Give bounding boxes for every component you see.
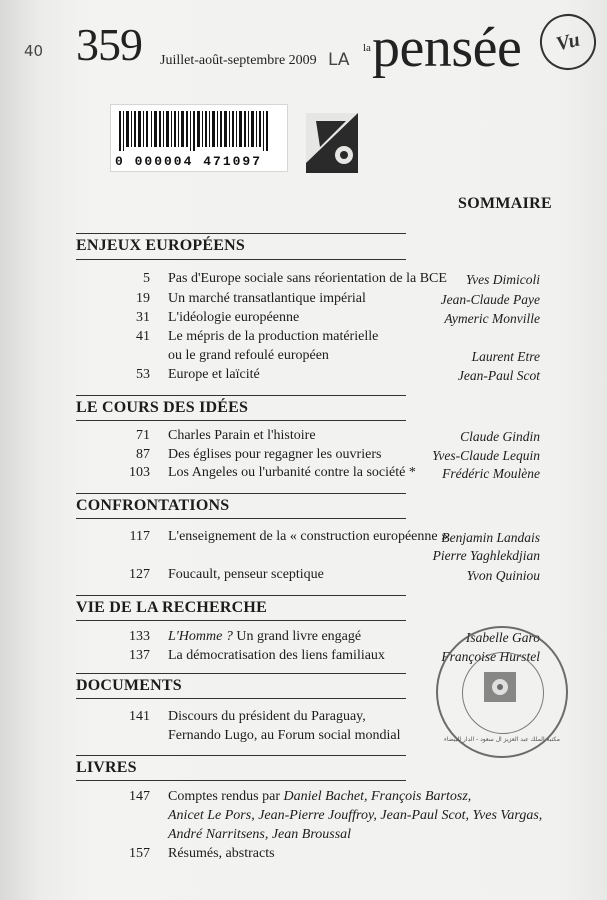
- entry-author: Frédéric Moulène: [442, 466, 540, 481]
- section-title: LIVRES: [76, 759, 137, 776]
- sommaire-heading: SOMMAIRE: [458, 195, 552, 212]
- library-stamp-text: مكتبة الملك عبد العزيز آل سعود - الدار البيضاء: [444, 736, 560, 743]
- entry-title: Discours du président du Paraguay,: [168, 709, 366, 724]
- library-stamp: [436, 626, 568, 758]
- entry-author: Jean-Paul Scot: [457, 368, 540, 383]
- vu-stamp: Vu: [534, 8, 602, 76]
- entry-title: L'idéologie européenne: [168, 310, 300, 325]
- barcode-number: 0 000004 471097: [115, 154, 263, 169]
- entry-page: 71: [136, 428, 150, 443]
- entry-title-cont: André Narritsens, Jean Broussal: [168, 827, 352, 842]
- issue-number: 359: [76, 19, 142, 70]
- entry-title: Le mépris de la production matérielle: [168, 329, 379, 344]
- publisher-logo: [306, 113, 358, 178]
- section-title: CONFRONTATIONS: [76, 497, 230, 514]
- entry-title: Un marché transatlantique impérial: [168, 291, 366, 306]
- entry-page: 41: [136, 329, 150, 344]
- entry-title-italic: L'Homme ?: [168, 629, 233, 644]
- handwritten-note: 40: [24, 42, 44, 60]
- handwritten-la: LA: [328, 50, 350, 70]
- entry-author: Laurent Etre: [471, 349, 540, 364]
- entry-page: 133: [129, 629, 150, 644]
- entry-title: Los Angeles ou l'urbanité contre la société *: [168, 465, 416, 480]
- entry-title: Foucault, penseur sceptique: [168, 567, 324, 582]
- entry-title: Pas d'Europe sociale sans réorientation de la BCE: [168, 271, 447, 286]
- section-rule: [76, 420, 406, 421]
- section-rule: [76, 493, 406, 494]
- entry-page: 117: [129, 529, 150, 544]
- entry-author: Françoise Hurstel: [441, 649, 540, 664]
- section-rule: [76, 518, 406, 519]
- entry-author: Isabelle Garo: [465, 630, 540, 645]
- section-rule: [76, 620, 406, 621]
- entry-title: [168, 629, 361, 645]
- entry-page: 31: [136, 310, 150, 325]
- section-rule: [76, 259, 406, 260]
- entry-title-cont: Anicet Le Pors, Jean-Pierre Jouffroy, Jean-Paul Scot, Yves Vargas,: [168, 808, 543, 823]
- entry-author: Aymeric Monville: [444, 311, 540, 326]
- entry-title-rest: Comptes rendus par: [168, 789, 284, 804]
- library-stamp-emblem: [436, 626, 564, 754]
- entry-page: 5: [143, 271, 150, 286]
- entry-title: Charles Parain et l'histoire: [168, 428, 316, 443]
- section-rule: [76, 595, 406, 596]
- entry-title-cont: ou le grand refoulé européen: [168, 348, 329, 363]
- section-rule: [76, 233, 406, 234]
- entry-title: L'enseignement de la « construction européenne »: [168, 529, 449, 544]
- entry-title-italic: Daniel Bachet, François Bartosz,: [283, 789, 472, 804]
- entry-title: Des églises pour regagner les ouvriers: [168, 447, 382, 462]
- section-rule: [76, 395, 406, 396]
- section-rule: [76, 673, 406, 674]
- entry-page: 157: [129, 846, 150, 861]
- entry-title: La démocratisation des liens familiaux: [168, 648, 385, 663]
- entry-page: 87: [136, 447, 150, 462]
- journal-title: pensée: [372, 17, 522, 79]
- section-title: VIE DE LA RECHERCHE: [76, 599, 267, 616]
- entry-author: Claude Gindin: [460, 429, 540, 444]
- entry-page: 19: [136, 291, 150, 306]
- issue-date: Juillet-août-septembre 2009: [160, 53, 317, 68]
- journal-article-la: la: [363, 42, 371, 54]
- entry-title: Résumés, abstracts: [168, 846, 275, 861]
- section-rule: [76, 698, 406, 699]
- entry-title-rest: Un grand livre engagé: [232, 629, 362, 644]
- section-rule: [76, 780, 406, 781]
- entry-title: Europe et laïcité: [168, 367, 260, 382]
- section-title: ENJEUX EUROPÉENS: [76, 237, 246, 254]
- entry-page: 141: [129, 709, 150, 724]
- entry-author: Yves Dimicoli: [465, 272, 540, 287]
- entry-title: [168, 789, 471, 805]
- section-title: DOCUMENTS: [76, 677, 182, 694]
- entry-author: Yvon Quiniou: [466, 568, 540, 583]
- entry-author: Yves-Claude Lequin: [432, 448, 540, 463]
- entry-page: 127: [129, 567, 150, 582]
- entry-title-cont: Fernando Lugo, au Forum social mondial: [168, 728, 401, 743]
- entry-page: 53: [136, 367, 150, 382]
- entry-author-2: Pierre Yaghlekdjian: [432, 548, 540, 563]
- entry-page: 137: [129, 648, 150, 663]
- entry-author: Benjamin Landais: [441, 530, 540, 545]
- entry-page: 103: [129, 465, 150, 480]
- entry-page: 147: [129, 789, 150, 804]
- section-rule: [76, 755, 406, 756]
- entry-author: Jean-Claude Paye: [440, 292, 540, 307]
- section-title: LE COURS DES IDÉES: [76, 399, 249, 416]
